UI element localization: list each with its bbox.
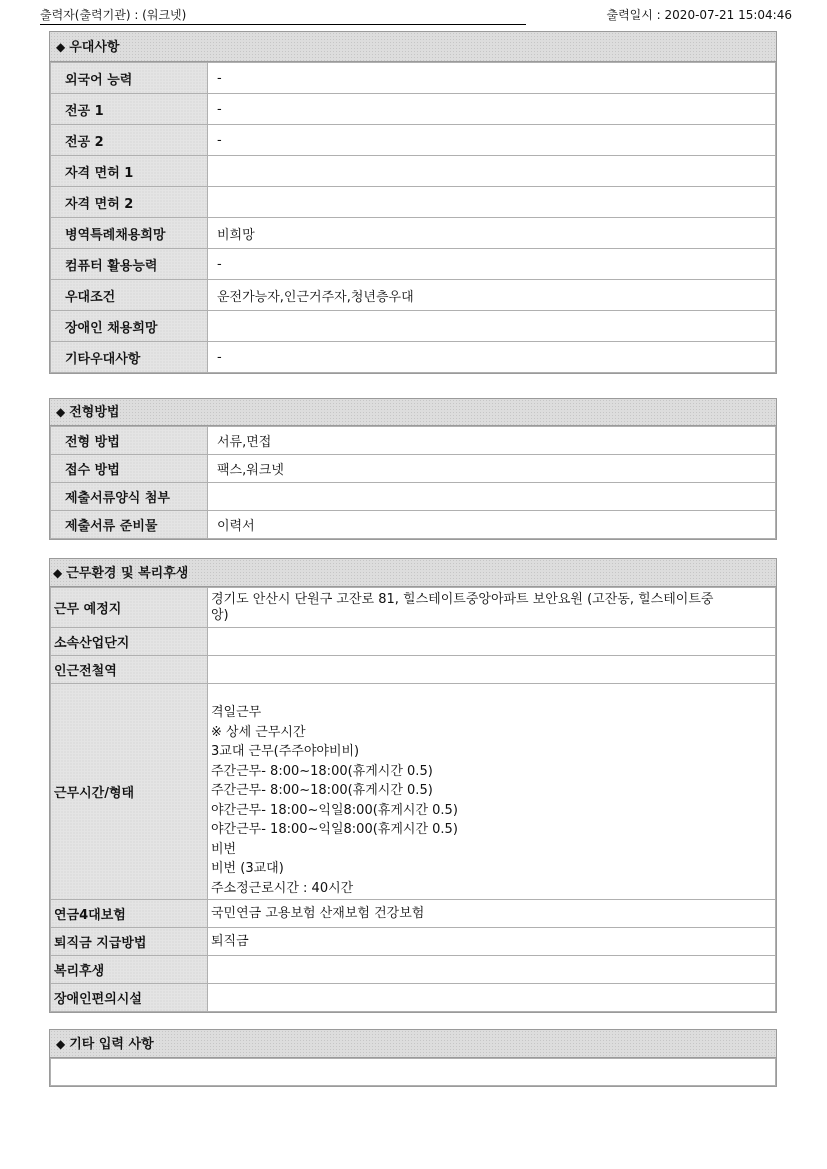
section-work-environment xyxy=(49,558,777,1013)
row-label: 근무 예정지 xyxy=(51,588,208,628)
row-value xyxy=(208,628,776,656)
table-row xyxy=(51,588,776,628)
print-datetime: 출력일시 : 2020-07-21 15:04:46 xyxy=(606,8,792,22)
table-row xyxy=(51,956,776,984)
row-value: 퇴직금 xyxy=(208,928,776,956)
table-row xyxy=(51,94,776,125)
row-label: 근무시간/형태 xyxy=(51,684,208,900)
section-title: ◆ 전형방법 xyxy=(50,399,776,426)
row-label: 접수 방법 xyxy=(51,455,208,483)
section-title: ◆ 우대사항 xyxy=(50,32,776,62)
table-row xyxy=(51,63,776,94)
selection-table xyxy=(50,426,776,539)
row-label: 전공 1 xyxy=(51,94,208,125)
work-hours: 격일근무 ※ 상세 근무시간 3교대 근무(주주야야비비) 주간근무- 8:00~18:00(휴게시간 0.5) 주간근무- 8:00~18:00(휴게시간 0.5) 야간근무- 18:00~익일8:00(휴게시간 0.5) 야간근무- 18:00~익일8:00(휴게시간 0.5) 비번 비번 (3교대) 주소정근로시간 : 40시간 xyxy=(208,684,776,900)
row-label: 소속산업단지 xyxy=(51,628,208,656)
row-label: 전공 2 xyxy=(51,125,208,156)
row-label: 외국어 능력 xyxy=(51,63,208,94)
row-value xyxy=(208,483,776,511)
section-selection xyxy=(49,398,777,540)
row-label: 전형 방법 xyxy=(51,427,208,455)
section-preferences xyxy=(49,31,777,374)
row-value: - xyxy=(208,342,776,373)
work-address: 경기도 안산시 단원구 고잔로 81, 힐스테이트중앙아파트 보안요원 (고잔동, 힐스테이트중 앙) xyxy=(208,588,776,628)
print-header xyxy=(40,6,792,24)
row-label: 기타우대사항 xyxy=(51,342,208,373)
row-value: 운전가능자,인근거주자,청년층우대 xyxy=(208,280,776,311)
table-row xyxy=(51,156,776,187)
row-label: 병역특례채용희망 xyxy=(51,218,208,249)
table-row xyxy=(51,218,776,249)
header-rule xyxy=(40,24,526,25)
row-label: 연금4대보험 xyxy=(51,900,208,928)
printer-info: 출력자(출력기관) : (워크넷) xyxy=(40,8,187,22)
section-title: ◆ 근무환경 및 복리후생 xyxy=(50,559,776,587)
work-environment-table xyxy=(50,587,776,1012)
row-value xyxy=(208,311,776,342)
section-title: ◆ 기타 입력 사항 xyxy=(50,1030,776,1058)
row-value: 비희망 xyxy=(208,218,776,249)
table-row xyxy=(51,483,776,511)
row-label: 제출서류 준비물 xyxy=(51,511,208,539)
row-value xyxy=(208,984,776,1012)
diamond-icon: ◆ xyxy=(56,405,66,419)
table-row xyxy=(51,628,776,656)
section-other xyxy=(49,1029,777,1087)
row-value: 국민연금 고용보험 산재보험 건강보험 xyxy=(208,900,776,928)
row-label: 컴퓨터 활용능력 xyxy=(51,249,208,280)
row-label: 인근전철역 xyxy=(51,656,208,684)
table-row xyxy=(51,656,776,684)
table-row xyxy=(51,900,776,928)
row-label: 제출서류양식 첨부 xyxy=(51,483,208,511)
table-row xyxy=(51,280,776,311)
row-label: 장애인 채용희망 xyxy=(51,311,208,342)
row-value xyxy=(208,956,776,984)
table-row xyxy=(51,511,776,539)
row-value xyxy=(208,187,776,218)
row-label: 퇴직금 지급방법 xyxy=(51,928,208,956)
row-value: - xyxy=(208,94,776,125)
table-row xyxy=(51,342,776,373)
diamond-icon: ◆ xyxy=(56,40,66,54)
row-value xyxy=(208,156,776,187)
row-value: - xyxy=(208,249,776,280)
row-value: 팩스,워크넷 xyxy=(208,455,776,483)
row-value: - xyxy=(208,63,776,94)
table-row xyxy=(51,928,776,956)
row-label: 복리후생 xyxy=(51,956,208,984)
diamond-icon: ◆ xyxy=(53,566,63,580)
row-label: 자격 면허 1 xyxy=(51,156,208,187)
row-value: 서류,면접 xyxy=(208,427,776,455)
preferences-table xyxy=(50,62,776,373)
table-row xyxy=(51,984,776,1012)
table-row xyxy=(51,311,776,342)
table-row xyxy=(51,187,776,218)
table-row xyxy=(51,455,776,483)
table-row xyxy=(51,427,776,455)
row-value: 이력서 xyxy=(208,511,776,539)
other-content xyxy=(50,1058,776,1086)
row-value: - xyxy=(208,125,776,156)
table-row xyxy=(51,125,776,156)
row-value xyxy=(208,656,776,684)
table-row xyxy=(51,249,776,280)
row-label: 장애인편의시설 xyxy=(51,984,208,1012)
table-row xyxy=(51,684,776,900)
row-label: 자격 면허 2 xyxy=(51,187,208,218)
row-label: 우대조건 xyxy=(51,280,208,311)
diamond-icon: ◆ xyxy=(56,1037,66,1051)
